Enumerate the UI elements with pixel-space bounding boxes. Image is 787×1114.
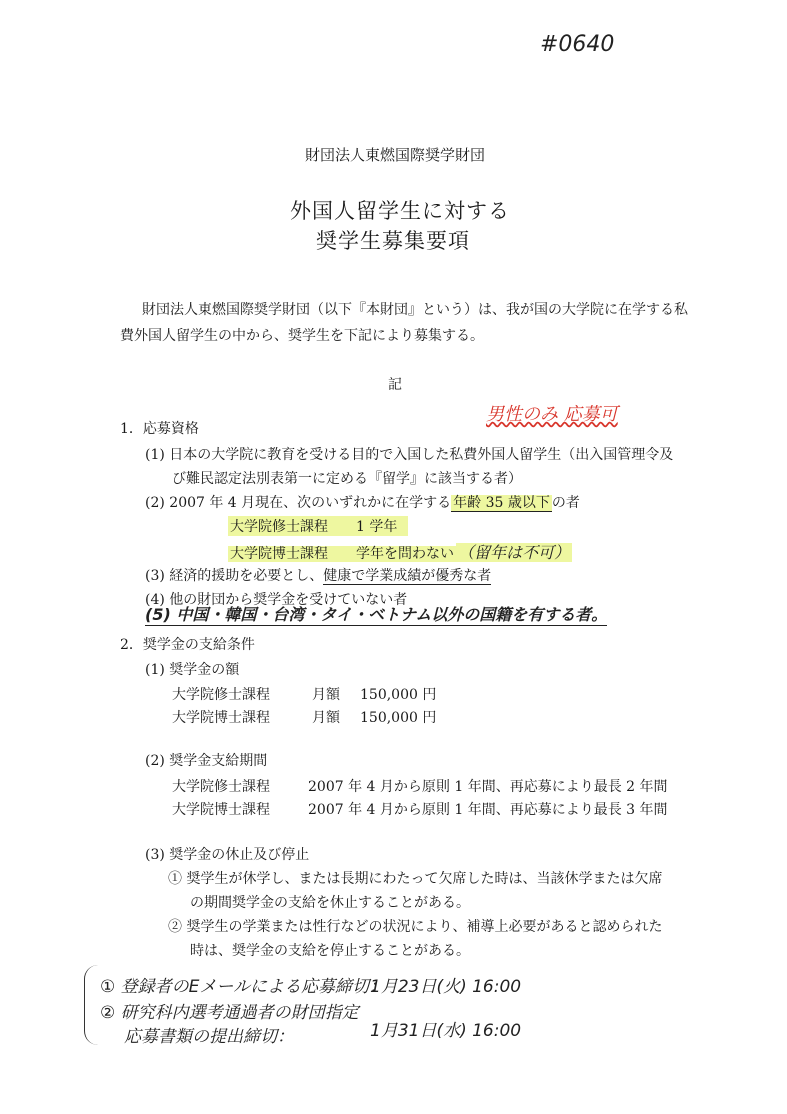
handnote-deadline1-date: 1月23日(火) 16:00 <box>370 977 522 997</box>
period-course: 大学院博士課程 <box>172 802 270 818</box>
handnote-brace <box>84 965 99 1045</box>
amount-value: 150,000 円 <box>360 710 437 726</box>
s1-doctor-course <box>228 540 572 563</box>
stop-p1-line2: の期間奨学金の支給を休止することがある。 <box>190 895 470 911</box>
period-text: 2007 年 4 月から原則 1 年間、再応募により最長 3 年間 <box>308 802 668 818</box>
amount-label: 月額 <box>312 687 340 703</box>
amount-label: 月額 <box>312 710 340 726</box>
period-text: 2007 年 4 月から原則 1 年間、再応募により最長 2 年間 <box>308 779 668 795</box>
s1-item2-age-limit: 年齢 35 歳以下 <box>453 495 550 511</box>
handnote-deadline1: ① 登録者のEメールによる応募締切： <box>100 977 387 997</box>
s1-item4: (4) 他の財団から奨学金を受けていない者 <box>145 592 408 608</box>
intro-line1: 財団法人東燃国際奨学財団（以下『本財団』という）は、我が国の大学院に在学する私 <box>142 302 688 318</box>
s1-item2-post: の者 <box>551 495 580 511</box>
ki-mark: 記 <box>388 377 402 393</box>
s1-item3-underlined: 健康で学業成績が優秀な者 <box>323 568 492 584</box>
section1-heading: 1．応募資格 <box>120 421 199 437</box>
period-row <box>172 776 668 796</box>
amount-course: 大学院修士課程 <box>172 687 270 703</box>
amount-heading: (1) 奨学金の額 <box>145 662 240 678</box>
intro-line2: 費外国人留学生の中から、奨学生を下記により募集する。 <box>120 328 484 344</box>
s1-master-course: 大学院修士課程 1 学年 <box>228 516 408 536</box>
amount-value: 150,000 円 <box>360 687 437 703</box>
s1-doctor-label: 大学院博士課程 学年を問わない <box>230 546 454 562</box>
period-course: 大学院修士課程 <box>172 779 270 795</box>
s1-item2 <box>145 492 580 512</box>
stop-p1-line1: ① 奨学生が休学し、または長期にわたって欠席した時は、当該休学または欠席 <box>168 871 663 887</box>
s1-item1-line1: (1) 日本の大学院に教育を受ける目的で入国した私費外国人留学生（出入国管理令及 <box>145 447 674 463</box>
period-heading: (2) 奨学金支給期間 <box>145 753 268 769</box>
page-title-line1: 外国人留学生に対する <box>290 199 510 223</box>
stop-p2-line1: ② 奨学生の学業または性行などの状況により、補導上必要があると認められた <box>168 919 663 935</box>
doc-number: #0640 <box>540 32 615 57</box>
stop-heading: (3) 奨学金の休止及び停止 <box>145 847 310 863</box>
handnote-deadline2-line1: ② 研究科内選考通過者の財団指定 <box>100 1003 359 1023</box>
s1-doctor-handnote: （留年は不可） <box>458 543 571 562</box>
page-title-line2: 奨学生募集要項 <box>316 229 470 253</box>
s1-item5-handnote: (5) 中国・韓国・台湾・タイ・ベトナム以外の国籍を有する者。 <box>145 602 607 626</box>
handnote-gender: 男性のみ 応募可 <box>486 404 618 425</box>
handnote-deadline2-line2: 応募書類の提出締切： <box>124 1027 294 1047</box>
section2-heading: 2．奨学金の支給条件 <box>120 637 255 653</box>
amount-course: 大学院博士課程 <box>172 710 270 726</box>
org-name: 財団法人東燃国際奨学財団 <box>305 146 486 164</box>
handnote-deadline2-date: 1月31日(水) 16:00 <box>370 1021 522 1041</box>
s1-item1-line2: び難民認定法別表第一に定める『留学』に該当する者） <box>172 471 522 487</box>
s1-item3-pre: (3) 経済的援助を必要とし、 <box>145 568 324 584</box>
period-row <box>172 799 668 819</box>
stop-p2-line2: 時は、奨学金の支給を停止することがある。 <box>190 943 470 959</box>
s1-item2-pre: (2) 2007 年 4 月現在、次のいずれかに在学する <box>145 495 452 511</box>
s1-item3 <box>145 565 491 585</box>
amount-row <box>172 707 436 727</box>
amount-row <box>172 684 436 704</box>
